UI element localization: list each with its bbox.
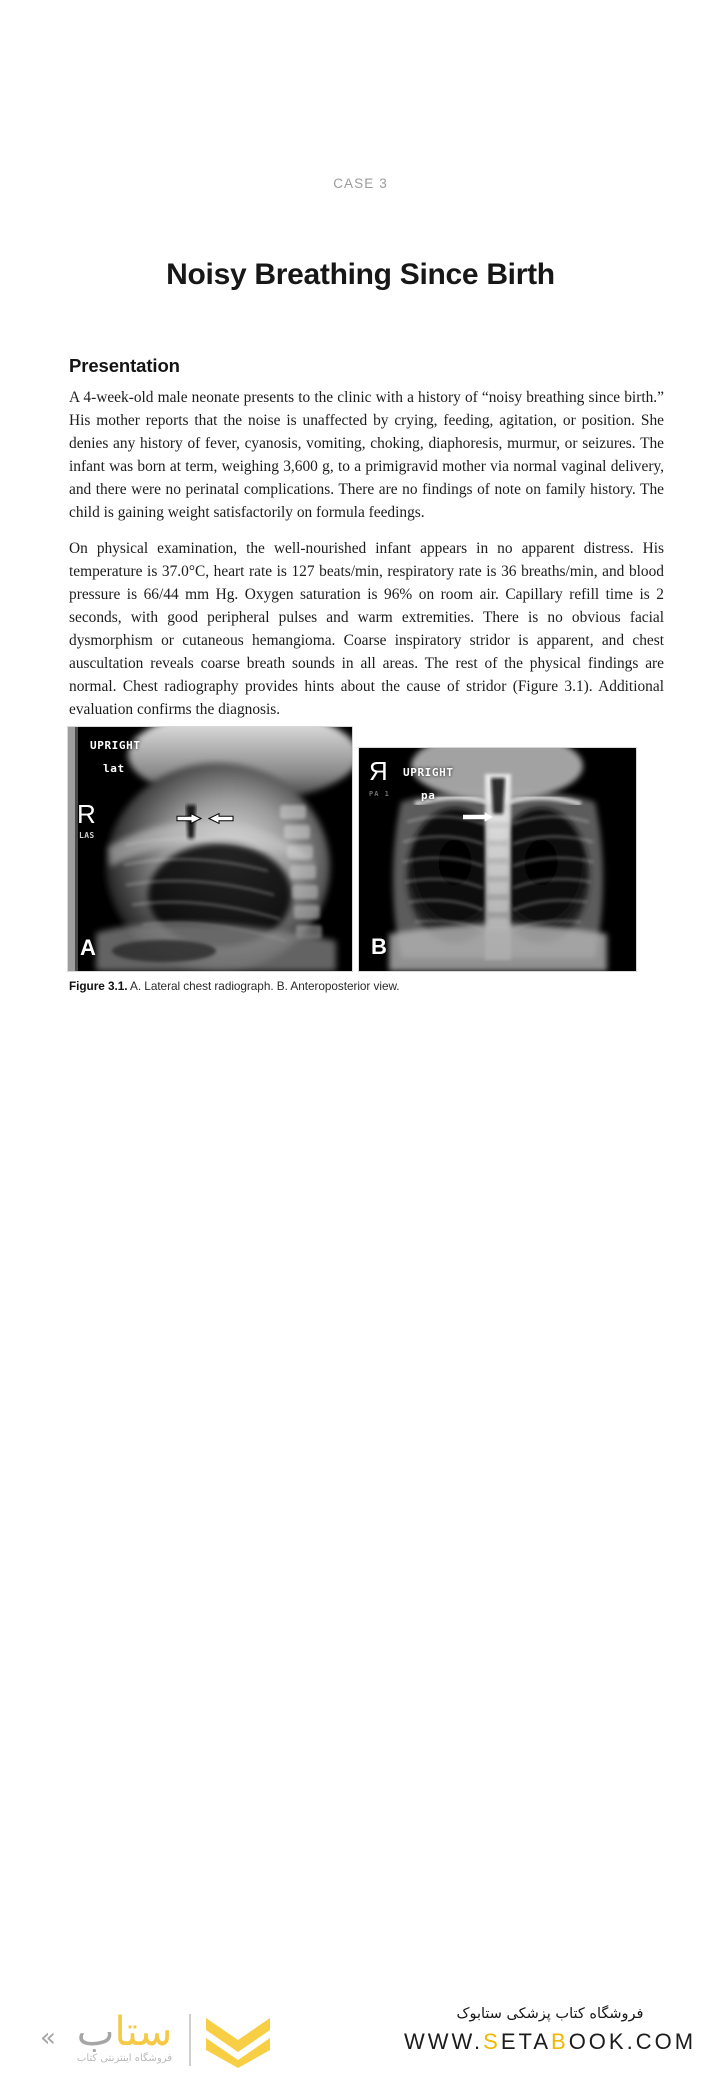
site-title-fa: فروشگاه کتاب پزشکی ستابوک bbox=[456, 2006, 644, 2022]
logo-wordmark bbox=[42, 2009, 207, 2055]
paragraph-physical-exam: On physical examination, the well-nourished infant appears in no apparent distress. His temperature is 37.0°C, heart rate is 127 beats/min, respiratory rate is 36 breaths/min, and blood pressure is 66/44 mm Hg. Oxygen saturation is 96% on room air. Capillary refill time is 2 seconds, with good peripheral pulses and warm extremities. There is no obvious facial dysmorphism or cutaneous hemangioma. Coarse inspiratory stridor is apparent, and chest auscultation reveals coarse breath sounds in all areas. The rest of the physical findings are normal. Chest radiography provides hints about the cause of stridor (Figure 3.1). Additional evaluation confirms the diagnosis. bbox=[69, 539, 664, 719]
logo-guillemet-icon: « bbox=[40, 2023, 56, 2053]
figure-3-1 bbox=[68, 727, 636, 972]
radiograph-panel-b bbox=[359, 748, 636, 971]
logo-divider bbox=[189, 2014, 191, 2066]
arrow-right-icon bbox=[176, 813, 202, 822]
marker-side-r-a: R bbox=[77, 799, 96, 829]
marker-sub-a: LAS bbox=[79, 831, 95, 840]
page-title: Noisy Breathing Since Birth bbox=[166, 258, 555, 291]
site-url-part-1: S bbox=[483, 2029, 501, 2054]
figure-caption bbox=[69, 979, 669, 993]
site-url bbox=[400, 2029, 700, 2055]
figure-caption-text: A. Lateral chest radiograph. B. Anteroposterior view. bbox=[127, 979, 400, 993]
logo-tagline: فروشگاه اینترنتی کتاب bbox=[76, 2053, 173, 2064]
setabook-logo bbox=[42, 2009, 207, 2071]
arrow-right-icon-b bbox=[463, 812, 493, 821]
marker-view-a: lat bbox=[103, 762, 125, 775]
figure-caption-label: Figure 3.1. bbox=[69, 979, 128, 993]
case-label: CASE 3 bbox=[333, 176, 388, 191]
site-url-part-4: OOK.COM bbox=[568, 2029, 697, 2054]
site-url-part-2: ETA bbox=[500, 2029, 551, 2054]
radiograph-panel-a bbox=[68, 727, 352, 971]
arrow-left-icon bbox=[208, 813, 234, 822]
marker-side-r-b: R bbox=[369, 756, 388, 786]
footer-watermark bbox=[0, 1000, 721, 2064]
marker-sub-b: PA 1 bbox=[369, 790, 390, 798]
marker-view-b: pa bbox=[421, 789, 436, 802]
logo-word-gray: ب bbox=[76, 2009, 115, 2055]
section-heading-presentation: Presentation bbox=[69, 355, 180, 376]
logo-word-gold: ستا bbox=[114, 2009, 173, 2055]
site-info bbox=[400, 2006, 700, 2055]
body-text-column bbox=[69, 386, 664, 733]
marker-upright-b: UPRIGHT bbox=[403, 766, 454, 779]
chevron-double-down-icon bbox=[202, 2014, 274, 2068]
marker-upright-a: UPRIGHT bbox=[90, 739, 141, 752]
site-url-part-0: WWW. bbox=[403, 2029, 484, 2054]
site-url-part-3: B bbox=[551, 2029, 569, 2054]
panel-letter-b: B bbox=[371, 934, 387, 959]
panel-letter-a: A bbox=[80, 935, 96, 960]
paragraph-history: A 4-week-old male neonate presents to the clinic with a history of “noisy breathing since birth.” His mother reports that the noise is unaffected by crying, feeding, agitation, or position. She denies any history of fever, cyanosis, vomiting, choking, diaphoresis, murmur, or seizures. The infant was born at term, weighing 3,600 g, to a primigravid mother via normal vaginal delivery, and there were no perinatal complications. There are no findings of note on family history. The child is gaining weight satisfactorily on formula feedings. bbox=[69, 389, 664, 522]
